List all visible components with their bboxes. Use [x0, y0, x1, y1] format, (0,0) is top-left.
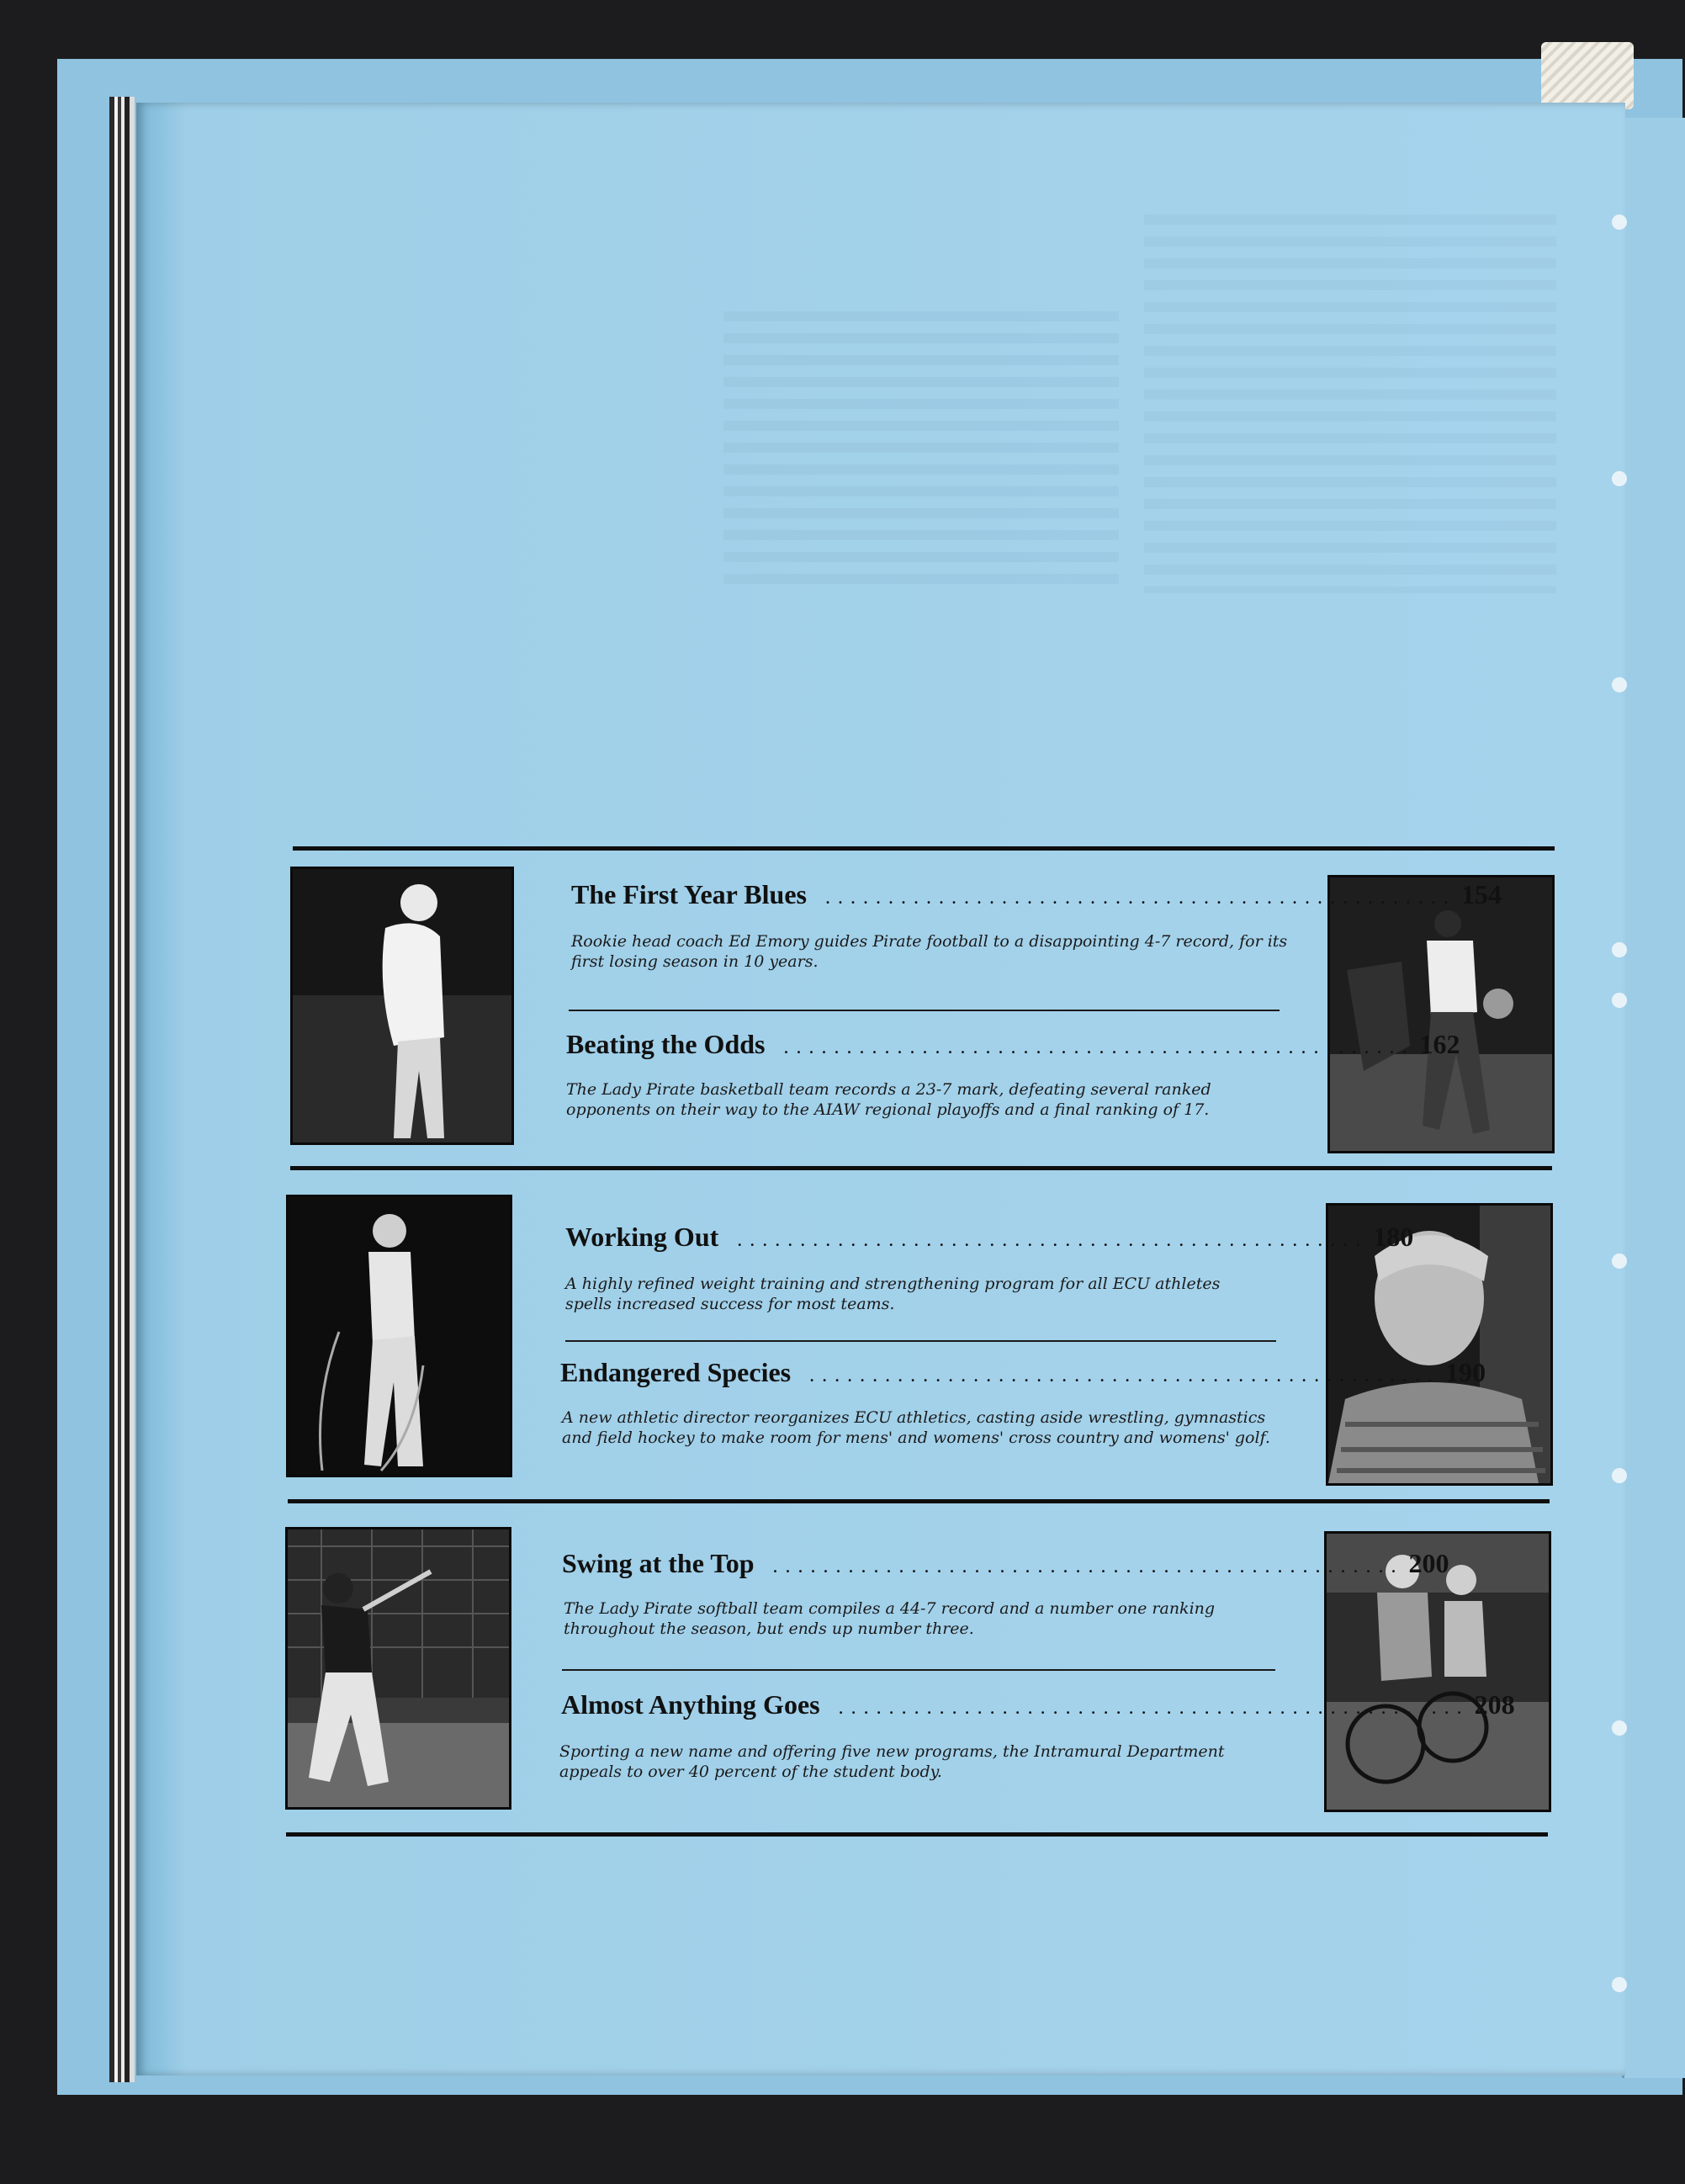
binding-stitch — [1612, 471, 1627, 486]
page-number: 162 — [1419, 1029, 1460, 1059]
binding-stitch — [1612, 215, 1627, 230]
toc-entry-4-description: A new athletic director reorganizes ECU athletics, casting aside wrestling, gymnastics and field hockey to make room for mens' and womens' cross country and womens' golf. — [562, 1408, 1270, 1447]
facing-page-edge — [1622, 118, 1685, 2078]
section-rule — [288, 1499, 1550, 1503]
toc-entry-1-description: Rookie head coach Ed Emory guides Pirate football to a disappointing 4-7 record, for its first losing season in 10 years. — [571, 932, 1288, 971]
leader-dots: .................................................. — [772, 1556, 1404, 1577]
binding-stitch — [1612, 1468, 1627, 1483]
binding-stitch — [1612, 1977, 1627, 1992]
toc-entry-5-title[interactable] — [562, 1548, 1449, 1579]
binding-stitch — [1612, 942, 1627, 957]
entry-title-text: The First Year Blues — [571, 879, 807, 909]
toc-entry-3-description: A highly refined weight training and strengthening program for all ECU athletes spells increased success for most teams. — [565, 1275, 1221, 1313]
section-rule — [290, 1166, 1552, 1170]
binding-stitch — [1612, 677, 1627, 692]
entry-title-text: Beating the Odds — [566, 1029, 766, 1059]
softball-batter-photo — [285, 1527, 511, 1810]
binding-stitch — [1612, 993, 1627, 1008]
jump-rope-photo — [286, 1195, 512, 1477]
page-number: 200 — [1408, 1548, 1449, 1578]
page-number: 154 — [1460, 879, 1502, 909]
coach-photo — [290, 867, 514, 1145]
binding-stitch — [1612, 1254, 1627, 1269]
page-number: 208 — [1474, 1689, 1515, 1720]
show-through-texture — [1144, 215, 1556, 593]
toc-entry-4-title[interactable] — [560, 1357, 1486, 1388]
toc-entry-2-title[interactable] — [566, 1029, 1460, 1060]
entry-title-text: Endangered Species — [560, 1357, 792, 1387]
basketball-photo — [1327, 875, 1555, 1153]
toc-entry-3-title[interactable] — [565, 1222, 1414, 1253]
leader-dots: .................................................. — [737, 1229, 1369, 1251]
entry-divider — [562, 1669, 1275, 1671]
section-rule — [286, 1832, 1548, 1837]
bookmark-ribbon — [1541, 42, 1634, 109]
leader-dots: .................................................. — [783, 1036, 1415, 1058]
toc-entry-5-description: The Lady Pirate softball team compiles a 44-7 record and a number one ranking throughout the season, but ends up number three. — [564, 1599, 1216, 1638]
entry-title-text: Swing at the Top — [562, 1548, 755, 1578]
entry-title-text: Working Out — [565, 1222, 719, 1252]
toc-entry-6-description: Sporting a new name and offering five new programs, the Intramural Department appeals to over 40 percent of the student body. — [559, 1742, 1225, 1781]
entry-divider — [565, 1340, 1276, 1342]
toc-entry-1-title[interactable] — [571, 879, 1502, 910]
binding-stitch — [1612, 1720, 1627, 1736]
entry-title-text: Almost Anything Goes — [561, 1689, 820, 1720]
page-edges — [109, 97, 135, 2082]
leader-dots: .................................................. — [824, 887, 1456, 909]
page-number: 180 — [1373, 1222, 1414, 1252]
leader-dots: .................................................. — [838, 1697, 1470, 1719]
toc-entry-6-title[interactable] — [561, 1689, 1515, 1720]
show-through-texture — [723, 311, 1119, 589]
leader-dots: .................................................. — [809, 1365, 1441, 1386]
page-number: 190 — [1445, 1357, 1486, 1387]
toc-entry-2-description: The Lady Pirate basketball team records a 23-7 mark, defeating several ranked opponents on their way to the AIAW regional playoffs and a final ranking of 17. — [566, 1080, 1211, 1119]
section-rule — [293, 846, 1555, 851]
entry-divider — [569, 1010, 1280, 1011]
